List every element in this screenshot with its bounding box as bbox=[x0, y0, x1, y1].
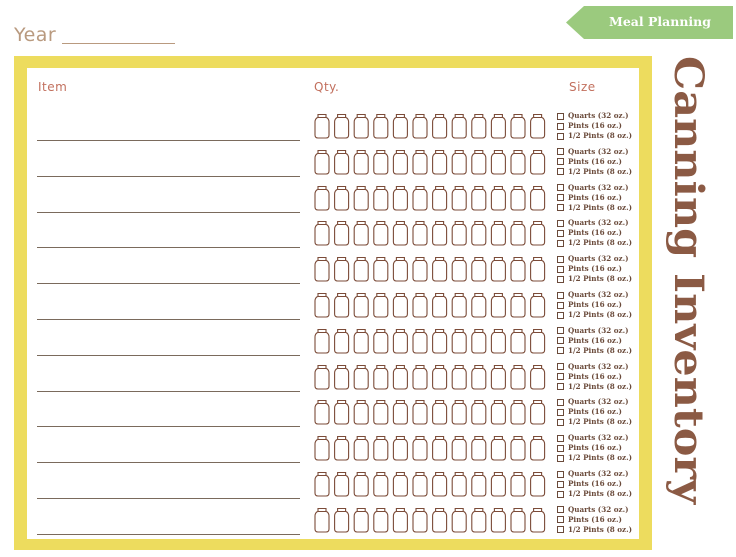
size-option[interactable] bbox=[557, 238, 632, 248]
size-checkbox[interactable] bbox=[557, 113, 564, 120]
jar-icon[interactable] bbox=[511, 294, 525, 318]
size-checkbox[interactable] bbox=[557, 276, 564, 283]
size-option[interactable] bbox=[557, 203, 632, 213]
jar-icon[interactable] bbox=[433, 115, 447, 139]
jar-icon[interactable] bbox=[433, 365, 447, 389]
jar-tally-row bbox=[314, 399, 546, 426]
size-checkbox[interactable] bbox=[557, 481, 564, 488]
jar-icon[interactable] bbox=[315, 437, 329, 461]
size-option[interactable] bbox=[557, 417, 632, 427]
size-option[interactable] bbox=[557, 453, 632, 463]
jar-tally-row bbox=[314, 364, 546, 391]
jar-icon[interactable] bbox=[374, 329, 388, 353]
jar-icon[interactable] bbox=[452, 365, 466, 389]
item-entry-line[interactable] bbox=[37, 247, 300, 248]
jar-icon[interactable] bbox=[374, 401, 388, 425]
size-option-label: 1/2 Pints (8 oz.) bbox=[568, 274, 633, 284]
item-entry-line[interactable] bbox=[37, 391, 300, 392]
jar-icon[interactable] bbox=[374, 294, 388, 318]
jar-tally-row bbox=[314, 113, 546, 140]
size-checkbox[interactable] bbox=[557, 266, 564, 273]
jar-icon[interactable] bbox=[413, 150, 427, 174]
size-option-label: Pints (16 oz.) bbox=[568, 264, 622, 274]
jar-icon[interactable] bbox=[335, 329, 349, 353]
jar-icon[interactable] bbox=[413, 473, 427, 497]
jar-icon[interactable] bbox=[452, 258, 466, 282]
size-checkbox[interactable] bbox=[557, 184, 564, 191]
jar-icon[interactable] bbox=[335, 222, 349, 246]
item-entry-line[interactable] bbox=[37, 534, 300, 535]
jar-tally-row bbox=[314, 507, 546, 534]
size-options bbox=[557, 326, 632, 356]
size-options bbox=[557, 469, 632, 499]
jar-icon[interactable] bbox=[354, 115, 368, 139]
jar-icon[interactable] bbox=[472, 329, 486, 353]
jar-icon[interactable] bbox=[491, 401, 505, 425]
jar-icon[interactable] bbox=[452, 115, 466, 139]
size-option[interactable] bbox=[557, 362, 632, 372]
jar-icon[interactable] bbox=[374, 186, 388, 210]
item-entry-line[interactable] bbox=[37, 319, 300, 320]
size-option-label: 1/2 Pints (8 oz.) bbox=[568, 131, 633, 140]
size-option-label: Pints (16 oz.) bbox=[568, 192, 622, 202]
jar-icon[interactable] bbox=[511, 473, 525, 497]
size-checkbox[interactable] bbox=[557, 409, 564, 416]
jar-icon[interactable] bbox=[472, 508, 486, 532]
size-option[interactable] bbox=[557, 264, 632, 274]
size-option[interactable] bbox=[557, 469, 632, 479]
size-option[interactable] bbox=[557, 111, 632, 121]
jar-icon[interactable] bbox=[491, 258, 505, 282]
size-option-label: Quarts (32 oz.) bbox=[568, 111, 629, 120]
jar-icon[interactable] bbox=[472, 294, 486, 318]
jar-icon[interactable] bbox=[315, 365, 329, 389]
jar-icon[interactable] bbox=[472, 115, 486, 139]
size-options bbox=[557, 433, 632, 463]
size-option-label: Pints (16 oz.) bbox=[568, 514, 622, 524]
jar-icon[interactable] bbox=[315, 186, 329, 210]
jar-icon[interactable] bbox=[335, 115, 349, 139]
jar-icon[interactable] bbox=[433, 437, 447, 461]
jar-icon[interactable] bbox=[335, 258, 349, 282]
size-option[interactable] bbox=[557, 183, 632, 193]
jar-icon[interactable] bbox=[491, 294, 505, 318]
item-column-header: Item bbox=[38, 80, 68, 94]
size-option[interactable] bbox=[557, 326, 632, 336]
size-option-label: Quarts (32 oz.) bbox=[568, 182, 629, 192]
jar-icon[interactable] bbox=[472, 150, 486, 174]
jar-icon[interactable] bbox=[491, 437, 505, 461]
jar-icon[interactable] bbox=[452, 329, 466, 353]
size-option[interactable] bbox=[557, 300, 632, 310]
size-checkbox[interactable] bbox=[557, 337, 564, 344]
jar-tally-row bbox=[314, 185, 546, 212]
size-option-label: Pints (16 oz.) bbox=[568, 443, 622, 453]
jar-tally-row bbox=[314, 435, 546, 462]
size-checkbox[interactable] bbox=[557, 168, 564, 175]
size-options bbox=[557, 397, 632, 427]
size-checkbox[interactable] bbox=[557, 399, 564, 406]
size-option[interactable] bbox=[557, 310, 632, 320]
size-checkbox[interactable] bbox=[557, 383, 564, 390]
jar-icon[interactable] bbox=[393, 186, 407, 210]
jar-icon[interactable] bbox=[393, 473, 407, 497]
jar-icon[interactable] bbox=[472, 473, 486, 497]
jar-icon[interactable] bbox=[413, 222, 427, 246]
jar-icon[interactable] bbox=[335, 150, 349, 174]
size-checkbox[interactable] bbox=[557, 327, 564, 334]
size-checkbox[interactable] bbox=[557, 148, 564, 155]
jar-icon[interactable] bbox=[354, 365, 368, 389]
jar-icon[interactable] bbox=[393, 329, 407, 353]
size-checkbox[interactable] bbox=[557, 312, 564, 319]
jar-icon[interactable] bbox=[393, 115, 407, 139]
jar-icon[interactable] bbox=[393, 258, 407, 282]
jar-icon[interactable] bbox=[413, 437, 427, 461]
size-option[interactable] bbox=[557, 254, 632, 264]
size-option[interactable] bbox=[557, 147, 632, 157]
jar-icon[interactable] bbox=[511, 150, 525, 174]
jar-icon[interactable] bbox=[511, 365, 525, 389]
size-option[interactable] bbox=[557, 218, 632, 228]
jar-icon[interactable] bbox=[433, 186, 447, 210]
size-option[interactable] bbox=[557, 479, 632, 489]
jar-icon[interactable] bbox=[393, 437, 407, 461]
item-entry-line[interactable] bbox=[37, 212, 300, 213]
jar-icon[interactable] bbox=[335, 186, 349, 210]
jar-icon[interactable] bbox=[472, 186, 486, 210]
size-option[interactable] bbox=[557, 193, 632, 203]
size-option-label: Pints (16 oz.) bbox=[568, 228, 622, 238]
jar-icon[interactable] bbox=[354, 473, 368, 497]
jar-icon[interactable] bbox=[511, 222, 525, 246]
jar-icon[interactable] bbox=[531, 150, 545, 174]
jar-icon[interactable] bbox=[374, 437, 388, 461]
jar-icon[interactable] bbox=[491, 508, 505, 532]
size-checkbox[interactable] bbox=[557, 123, 564, 130]
jar-icon[interactable] bbox=[374, 115, 388, 139]
jar-tally-row bbox=[314, 220, 546, 247]
size-option-label: 1/2 Pints (8 oz.) bbox=[568, 381, 633, 391]
jar-icon[interactable] bbox=[374, 150, 388, 174]
size-checkbox[interactable] bbox=[557, 204, 564, 211]
size-option[interactable] bbox=[557, 372, 632, 382]
size-checkbox[interactable] bbox=[557, 292, 564, 299]
jar-icon[interactable] bbox=[374, 365, 388, 389]
jar-icon[interactable] bbox=[491, 186, 505, 210]
jar-icon[interactable] bbox=[393, 294, 407, 318]
jar-icon[interactable] bbox=[335, 294, 349, 318]
size-option-label: Pints (16 oz.) bbox=[568, 479, 622, 488]
jar-icon[interactable] bbox=[354, 437, 368, 461]
size-checkbox[interactable] bbox=[557, 455, 564, 462]
jar-icon[interactable] bbox=[511, 258, 525, 282]
jar-icon[interactable] bbox=[491, 473, 505, 497]
size-options bbox=[557, 254, 632, 284]
size-option[interactable] bbox=[557, 228, 632, 238]
jar-icon[interactable] bbox=[315, 150, 329, 174]
size-checkbox[interactable] bbox=[557, 471, 564, 478]
jar-icon[interactable] bbox=[491, 150, 505, 174]
size-option-label: 1/2 Pints (8 oz.) bbox=[568, 310, 633, 319]
size-checkbox[interactable] bbox=[557, 516, 564, 523]
size-option-label: Quarts (32 oz.) bbox=[568, 325, 629, 335]
jar-icon[interactable] bbox=[433, 150, 447, 174]
size-option-label: 1/2 Pints (8 oz.) bbox=[568, 524, 633, 534]
year-label: Year bbox=[14, 24, 57, 46]
size-option[interactable] bbox=[557, 397, 632, 407]
jar-icon[interactable] bbox=[452, 294, 466, 318]
jar-icon[interactable] bbox=[491, 115, 505, 139]
jar-icon[interactable] bbox=[393, 365, 407, 389]
jar-icon[interactable] bbox=[413, 508, 427, 532]
jar-icon[interactable] bbox=[531, 508, 545, 532]
jar-icon[interactable] bbox=[433, 508, 447, 532]
jar-icon[interactable] bbox=[374, 222, 388, 246]
jar-tally-row bbox=[314, 292, 546, 319]
size-option-label: Quarts (32 oz.) bbox=[568, 469, 629, 478]
size-option-label: Pints (16 oz.) bbox=[568, 300, 622, 309]
size-checkbox[interactable] bbox=[557, 133, 564, 140]
size-option[interactable] bbox=[557, 274, 632, 284]
size-option[interactable] bbox=[557, 443, 632, 453]
jar-icon[interactable] bbox=[413, 294, 427, 318]
jar-icon[interactable] bbox=[531, 329, 545, 353]
jar-icon[interactable] bbox=[472, 258, 486, 282]
jar-icon[interactable] bbox=[393, 150, 407, 174]
jar-icon[interactable] bbox=[511, 508, 525, 532]
jar-icon[interactable] bbox=[335, 437, 349, 461]
jar-icon[interactable] bbox=[315, 222, 329, 246]
jar-icon[interactable] bbox=[315, 508, 329, 532]
size-option[interactable] bbox=[557, 433, 632, 443]
jar-icon[interactable] bbox=[315, 473, 329, 497]
size-option[interactable] bbox=[557, 157, 632, 167]
jar-icon[interactable] bbox=[335, 473, 349, 497]
item-entry-line[interactable] bbox=[37, 462, 300, 463]
jar-icon[interactable] bbox=[472, 401, 486, 425]
jar-icon[interactable] bbox=[413, 115, 427, 139]
jar-icon[interactable] bbox=[511, 401, 525, 425]
jar-icon[interactable] bbox=[491, 329, 505, 353]
jar-icon[interactable] bbox=[315, 401, 329, 425]
jar-icon[interactable] bbox=[531, 222, 545, 246]
jar-icon[interactable] bbox=[433, 401, 447, 425]
jar-icon[interactable] bbox=[452, 186, 466, 210]
size-checkbox[interactable] bbox=[557, 419, 564, 426]
jar-icon[interactable] bbox=[452, 473, 466, 497]
jar-tally-row bbox=[314, 471, 546, 498]
item-entry-line[interactable] bbox=[37, 426, 300, 427]
size-option[interactable] bbox=[557, 407, 632, 417]
title-text: Canning Inventory bbox=[665, 56, 712, 474]
size-option[interactable] bbox=[557, 515, 632, 525]
item-entry-line[interactable] bbox=[37, 140, 300, 141]
size-option-label: 1/2 Pints (8 oz.) bbox=[568, 345, 633, 355]
size-checkbox[interactable] bbox=[557, 373, 564, 380]
jar-icon[interactable] bbox=[433, 258, 447, 282]
year-input-line[interactable] bbox=[62, 43, 175, 44]
size-option-label: Quarts (32 oz.) bbox=[568, 146, 629, 156]
jar-icon[interactable] bbox=[393, 508, 407, 532]
jar-icon[interactable] bbox=[511, 329, 525, 353]
size-option-label: Quarts (32 oz.) bbox=[568, 433, 629, 443]
size-option[interactable] bbox=[557, 489, 632, 499]
jar-icon[interactable] bbox=[452, 437, 466, 461]
size-checkbox[interactable] bbox=[557, 526, 564, 533]
jar-icon[interactable] bbox=[374, 508, 388, 532]
jar-icon[interactable] bbox=[393, 401, 407, 425]
size-option[interactable] bbox=[557, 131, 632, 141]
size-checkbox[interactable] bbox=[557, 230, 564, 237]
size-option[interactable] bbox=[557, 290, 632, 300]
jar-tally-row bbox=[314, 149, 546, 176]
jar-icon[interactable] bbox=[315, 294, 329, 318]
jar-icon[interactable] bbox=[433, 329, 447, 353]
size-options bbox=[557, 362, 632, 392]
jar-icon[interactable] bbox=[531, 294, 545, 318]
item-entry-line[interactable] bbox=[37, 283, 300, 284]
jar-icon[interactable] bbox=[531, 401, 545, 425]
jar-icon[interactable] bbox=[413, 258, 427, 282]
jar-icon[interactable] bbox=[335, 365, 349, 389]
jar-icon[interactable] bbox=[531, 473, 545, 497]
size-options bbox=[557, 218, 632, 248]
size-options bbox=[557, 183, 632, 213]
item-entry-line[interactable] bbox=[37, 498, 300, 499]
size-checkbox[interactable] bbox=[557, 302, 564, 309]
jar-icon[interactable] bbox=[531, 258, 545, 282]
size-option-label: Quarts (32 oz.) bbox=[568, 397, 629, 407]
jar-icon[interactable] bbox=[531, 437, 545, 461]
jar-icon[interactable] bbox=[433, 222, 447, 246]
jar-icon[interactable] bbox=[491, 365, 505, 389]
size-checkbox[interactable] bbox=[557, 445, 564, 452]
size-option-label: Quarts (32 oz.) bbox=[568, 290, 629, 299]
jar-icon[interactable] bbox=[511, 437, 525, 461]
jar-icon[interactable] bbox=[335, 401, 349, 425]
size-options bbox=[557, 290, 632, 320]
size-column-header: Size bbox=[569, 80, 596, 94]
jar-tally-row bbox=[314, 256, 546, 283]
jar-icon[interactable] bbox=[315, 115, 329, 139]
size-option-label: 1/2 Pints (8 oz.) bbox=[568, 238, 633, 248]
jar-icon[interactable] bbox=[354, 258, 368, 282]
size-option-label: Quarts (32 oz.) bbox=[568, 361, 629, 371]
size-checkbox[interactable] bbox=[557, 194, 564, 201]
size-option-label: Quarts (32 oz.) bbox=[568, 218, 629, 228]
jar-icon[interactable] bbox=[491, 222, 505, 246]
jar-icon[interactable] bbox=[413, 329, 427, 353]
jar-icon[interactable] bbox=[511, 186, 525, 210]
jar-icon[interactable] bbox=[413, 401, 427, 425]
item-entry-line[interactable] bbox=[37, 176, 300, 177]
jar-icon[interactable] bbox=[374, 473, 388, 497]
size-options bbox=[557, 505, 632, 535]
jar-icon[interactable] bbox=[393, 222, 407, 246]
jar-icon[interactable] bbox=[452, 222, 466, 246]
size-checkbox[interactable] bbox=[557, 363, 564, 370]
size-checkbox[interactable] bbox=[557, 240, 564, 247]
item-entry-line[interactable] bbox=[37, 355, 300, 356]
jar-icon[interactable] bbox=[374, 258, 388, 282]
size-option[interactable] bbox=[557, 346, 632, 356]
jar-icon[interactable] bbox=[511, 115, 525, 139]
jar-icon[interactable] bbox=[472, 365, 486, 389]
size-options bbox=[557, 111, 632, 141]
jar-icon[interactable] bbox=[452, 150, 466, 174]
jar-icon[interactable] bbox=[531, 186, 545, 210]
size-option[interactable] bbox=[557, 382, 632, 392]
jar-icon[interactable] bbox=[354, 329, 368, 353]
qty-column-header: Qty. bbox=[314, 80, 340, 94]
size-option-label: 1/2 Pints (8 oz.) bbox=[568, 489, 633, 498]
jar-tally-row bbox=[314, 328, 546, 355]
jar-icon[interactable] bbox=[354, 401, 368, 425]
jar-icon[interactable] bbox=[413, 186, 427, 210]
size-checkbox[interactable] bbox=[557, 347, 564, 354]
size-option-label: Pints (16 oz.) bbox=[568, 335, 622, 345]
size-checkbox[interactable] bbox=[557, 491, 564, 498]
size-option-label: Pints (16 oz.) bbox=[568, 407, 622, 417]
size-option[interactable] bbox=[557, 336, 632, 346]
size-checkbox[interactable] bbox=[557, 256, 564, 263]
size-option-label: 1/2 Pints (8 oz.) bbox=[568, 166, 633, 176]
jar-icon[interactable] bbox=[472, 437, 486, 461]
jar-icon[interactable] bbox=[335, 508, 349, 532]
size-option-label: 1/2 Pints (8 oz.) bbox=[568, 453, 633, 463]
size-option[interactable] bbox=[557, 167, 632, 177]
jar-icon[interactable] bbox=[315, 329, 329, 353]
meal-planning-label: Meal Planning bbox=[609, 14, 711, 29]
jar-icon[interactable] bbox=[531, 365, 545, 389]
jar-icon[interactable] bbox=[433, 294, 447, 318]
jar-icon[interactable] bbox=[354, 294, 368, 318]
size-option-label: Pints (16 oz.) bbox=[568, 156, 622, 166]
jar-icon[interactable] bbox=[472, 222, 486, 246]
size-checkbox[interactable] bbox=[557, 158, 564, 165]
size-option[interactable] bbox=[557, 121, 632, 131]
jar-icon[interactable] bbox=[354, 222, 368, 246]
size-option-label: Pints (16 oz.) bbox=[568, 371, 622, 381]
size-option-label: 1/2 Pints (8 oz.) bbox=[568, 417, 633, 427]
size-checkbox[interactable] bbox=[557, 506, 564, 513]
size-checkbox[interactable] bbox=[557, 220, 564, 227]
jar-icon[interactable] bbox=[531, 115, 545, 139]
jar-icon[interactable] bbox=[354, 150, 368, 174]
jar-icon[interactable] bbox=[354, 508, 368, 532]
jar-icon[interactable] bbox=[433, 473, 447, 497]
jar-icon[interactable] bbox=[413, 365, 427, 389]
size-option-label: Quarts (32 oz.) bbox=[568, 254, 629, 264]
size-options bbox=[557, 147, 632, 177]
canning-inventory-title bbox=[661, 50, 721, 510]
size-checkbox[interactable] bbox=[557, 435, 564, 442]
size-option[interactable] bbox=[557, 505, 632, 515]
jar-icon[interactable] bbox=[315, 258, 329, 282]
jar-icon[interactable] bbox=[354, 186, 368, 210]
size-option-label: Pints (16 oz.) bbox=[568, 121, 622, 130]
size-option-label: Quarts (32 oz.) bbox=[568, 504, 629, 514]
jar-icon[interactable] bbox=[452, 401, 466, 425]
jar-icon[interactable] bbox=[452, 508, 466, 532]
size-option-label: 1/2 Pints (8 oz.) bbox=[568, 202, 633, 212]
size-option[interactable] bbox=[557, 525, 632, 535]
